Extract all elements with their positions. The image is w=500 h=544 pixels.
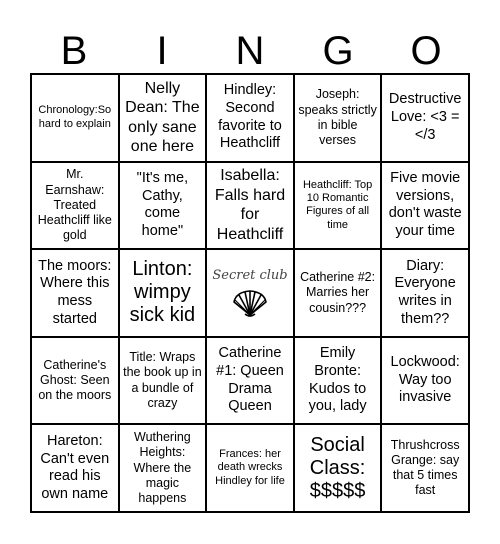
bingo-cell[interactable]: Title: Wraps the book up in a bundle of crazy: [119, 337, 207, 425]
bingo-cell[interactable]: Catherine's Ghost: Seen on the moors: [31, 337, 119, 425]
bingo-cell[interactable]: Lockwood: Way too invasive: [381, 337, 469, 425]
bingo-cell[interactable]: Social Class: $$$$$: [294, 424, 382, 512]
bingo-card: [30, 73, 470, 513]
bingo-cell[interactable]: Nelly Dean: The only sane one here: [119, 74, 207, 162]
free-space[interactable]: [206, 249, 294, 337]
bingo-cell[interactable]: Destructive Love: <3 = </3: [381, 74, 469, 162]
bingo-cell[interactable]: Linton: wimpy sick kid: [119, 249, 207, 337]
bingo-cell[interactable]: Hindley: Second favorite to Heathcliff: [206, 74, 294, 162]
title-letter-o: O: [410, 29, 442, 73]
bingo-cell[interactable]: Five movie versions, don't waste your time: [381, 162, 469, 250]
free-space-label: Secret club: [212, 268, 288, 284]
bingo-cell[interactable]: "It's me, Cathy, come home": [119, 162, 207, 250]
bingo-title: [30, 28, 470, 74]
bingo-cell[interactable]: Joseph: speaks strictly in bible verses: [294, 74, 382, 162]
bingo-cell[interactable]: Hareton: Can't even read his own name: [31, 424, 119, 512]
bingo-cell[interactable]: Wuthering Heights: Where the magic happens: [119, 424, 207, 512]
title-letter-g: G: [322, 29, 354, 73]
bingo-cell[interactable]: Catherine #2: Marries her cousin???: [294, 249, 382, 337]
title-letter-b: B: [60, 29, 88, 73]
bingo-cell[interactable]: Isabella: Falls hard for Heathcliff: [206, 162, 294, 250]
bingo-cell[interactable]: Catherine #1: Queen Drama Queen: [206, 337, 294, 425]
seashell-icon: [230, 288, 270, 318]
bingo-cell[interactable]: Thrushcross Grange: say that 5 times fast: [381, 424, 469, 512]
bingo-cell[interactable]: Diary: Everyone writes in them??: [381, 249, 469, 337]
bingo-cell[interactable]: Frances: her death wrecks Hindley for life: [206, 424, 294, 512]
bingo-cell[interactable]: Mr. Earnshaw: Treated Heathcliff like gold: [31, 162, 119, 250]
bingo-cell[interactable]: Chronology:So hard to explain: [31, 74, 119, 162]
title-letter-n: N: [235, 29, 265, 73]
title-letter-i: I: [156, 29, 168, 73]
bingo-cell[interactable]: Emily Bronte: Kudos to you, lady: [294, 337, 382, 425]
bingo-cell[interactable]: The moors: Where this mess started: [31, 249, 119, 337]
bingo-cell[interactable]: Heathcliff: Top 10 Romantic Figures of all time: [294, 162, 382, 250]
